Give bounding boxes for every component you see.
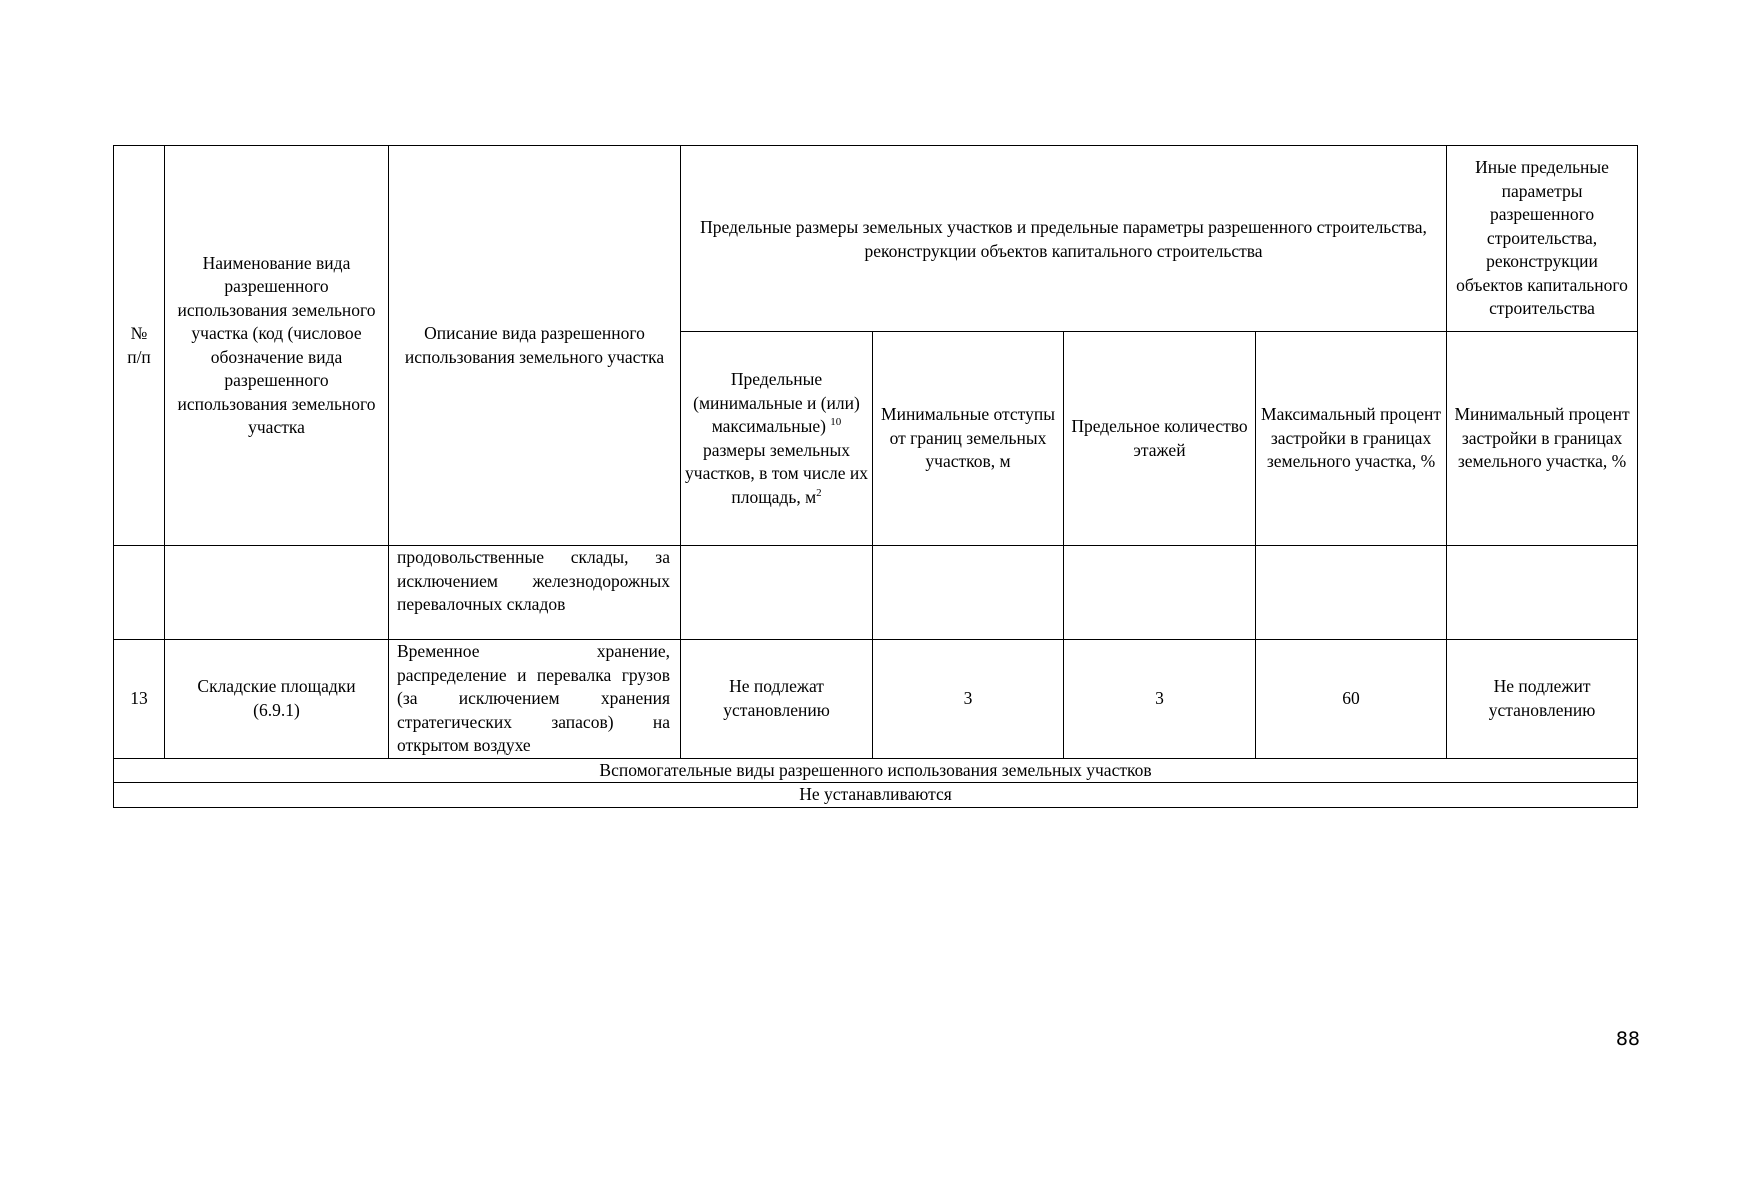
auxiliary-value-row	[114, 783, 1638, 808]
cell-min-coverage	[1447, 546, 1638, 640]
cell-floors: 3	[1064, 640, 1256, 759]
cell-plot-size	[681, 546, 873, 640]
table-row-13	[114, 640, 1638, 759]
table-row-continuation	[114, 546, 1638, 640]
cell-floors	[1064, 546, 1256, 640]
cell-name	[165, 546, 389, 640]
plot-size-text-1: Предельные (минимальные и (или) максимальные)	[693, 369, 860, 436]
header-other-group: Иные предельные параметры разрешенного строительства, реконструкции объектов капитального строительства	[1447, 146, 1638, 332]
plot-size-text-2: размеры земельных участков, в том числе их площадь, м	[685, 439, 868, 507]
cell-min-coverage: Не подлежит установлению	[1447, 640, 1638, 759]
cell-setbacks	[873, 546, 1064, 640]
header-setbacks: Минимальные отступы от границ земельных участков, м	[873, 332, 1064, 546]
auxiliary-heading-row	[114, 758, 1638, 783]
header-description: Описание вида разрешенного использования земельного участка	[389, 146, 681, 546]
header-row-1	[114, 146, 1638, 332]
cell-plot-size: Не подлежат установлению	[681, 640, 873, 759]
cell-num: 13	[114, 640, 165, 759]
cell-description: Временное хранение, распределение и перевалка грузов (за исключением хранения стратегических запасов) на открытом воздухе	[389, 640, 681, 759]
cell-num	[114, 546, 165, 640]
header-plot-size	[681, 332, 873, 546]
cell-description: продовольственные склады, за исключением железнодорожных перевалочных складов	[389, 546, 681, 640]
header-name: Наименование вида разрешенного использования земельного участка (код (числовое обозначение вида разрешенного использования земельного участка	[165, 146, 389, 546]
header-min-coverage: Минимальный процент застройки в границах земельного участка, %	[1447, 332, 1638, 546]
page-number: 88	[1615, 1028, 1640, 1050]
cell-name: Складские площадки (6.9.1)	[165, 640, 389, 759]
cell-max-coverage: 60	[1256, 640, 1447, 759]
header-num: № п/п	[114, 146, 165, 546]
cell-setbacks: 3	[873, 640, 1064, 759]
zoning-parameters-table	[113, 145, 1638, 808]
header-floors: Предельное количество этажей	[1064, 332, 1256, 546]
plot-size-footnote-sup: 10	[830, 416, 842, 429]
plot-size-unit-sup: 2	[816, 486, 822, 499]
header-max-coverage: Максимальный процент застройки в границах земельного участка, %	[1256, 332, 1447, 546]
header-limits-group: Предельные размеры земельных участков и предельные параметры разрешенного строительства, реконструкции объектов капитального строительства	[681, 146, 1447, 332]
auxiliary-heading: Вспомогательные виды разрешенного использования земельных участков	[114, 758, 1638, 783]
cell-max-coverage	[1256, 546, 1447, 640]
auxiliary-value: Не устанавливаются	[114, 783, 1638, 808]
